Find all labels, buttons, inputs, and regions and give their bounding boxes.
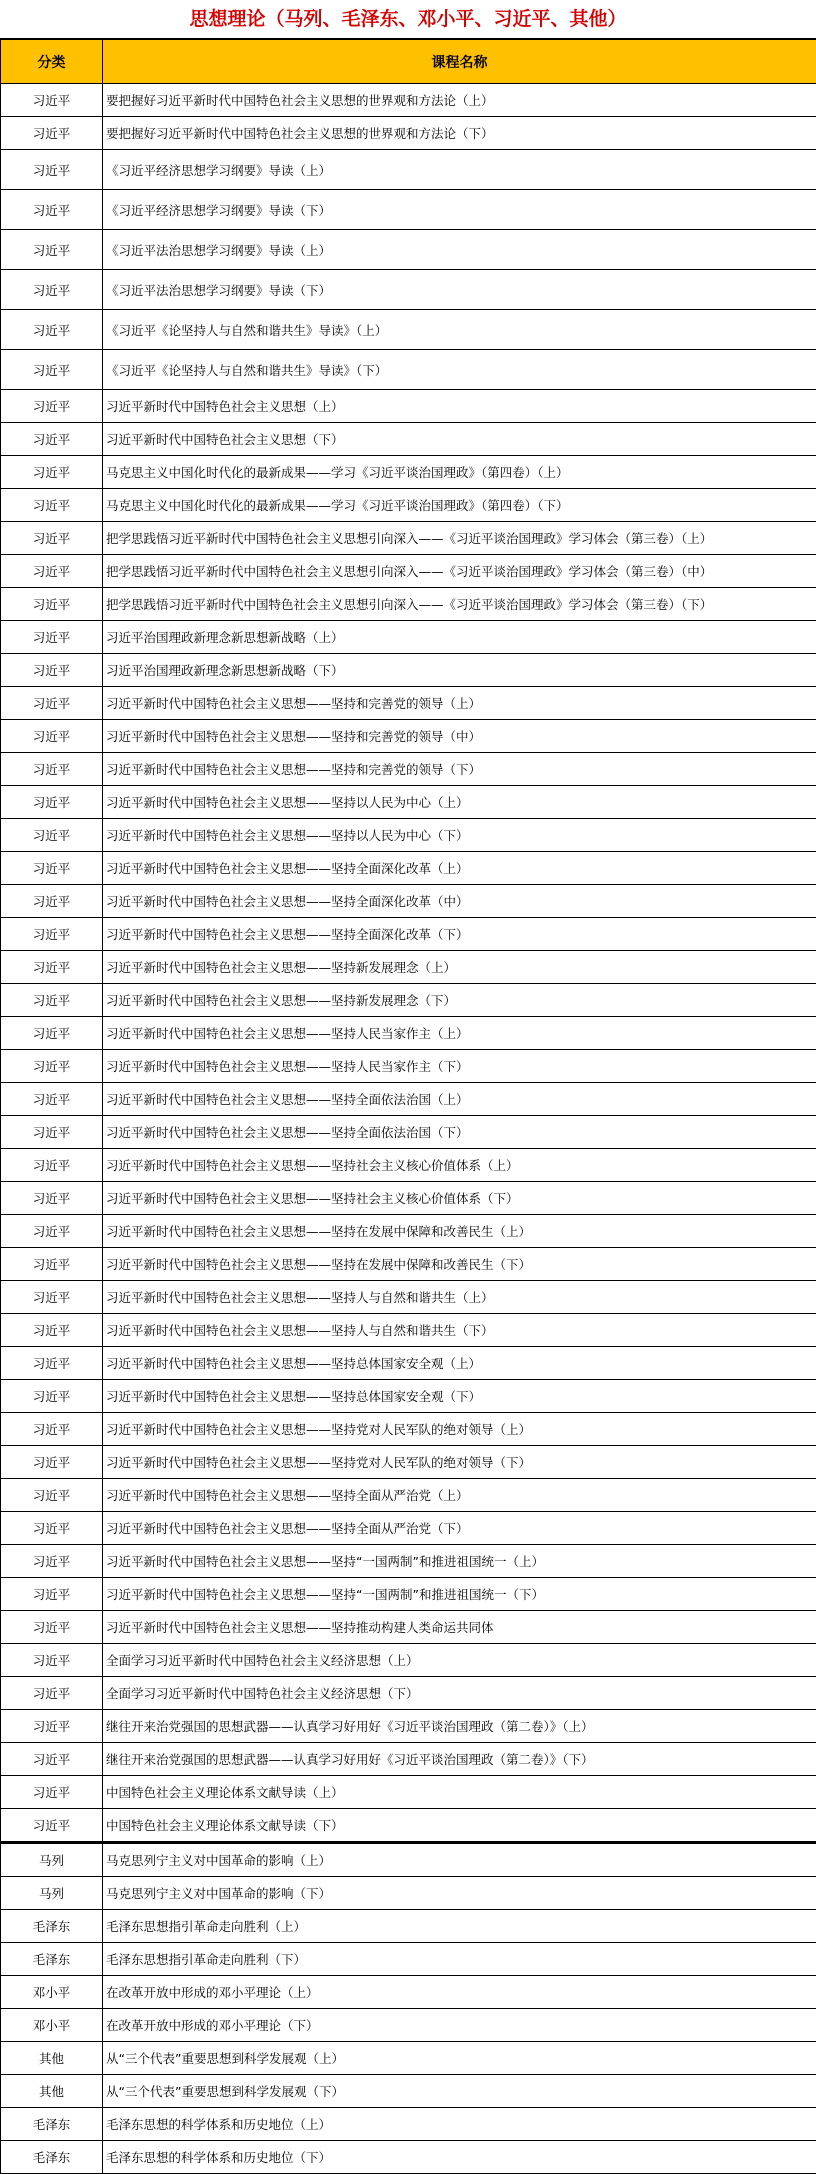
table-row xyxy=(1,918,816,951)
course-name-cell: 继往开来治党强国的思想武器——认真学习好用好《习近平谈治国理政（第二卷）》（下） xyxy=(103,1743,816,1776)
course-name-cell: 习近平新时代中国特色社会主义思想——坚持全面深化改革（下） xyxy=(103,918,816,951)
table-row xyxy=(1,1248,816,1281)
category-cell: 马列 xyxy=(1,1843,103,1877)
course-name-cell: 习近平治国理政新理念新思想新战略（上） xyxy=(103,621,816,654)
course-name-cell: 要把握好习近平新时代中国特色社会主义思想的世界观和方法论（上） xyxy=(103,84,816,117)
course-name-cell: 把学思践悟习近平新时代中国特色社会主义思想引向深入——《习近平谈治国理政》学习体会（第三卷）（上） xyxy=(103,522,816,555)
course-name-cell: 马克思主义中国化时代化的最新成果——学习《习近平谈治国理政》（第四卷）（下） xyxy=(103,489,816,522)
category-cell: 习近平 xyxy=(1,1215,103,1248)
table-row xyxy=(1,1512,816,1545)
category-cell: 习近平 xyxy=(1,1677,103,1710)
course-name-cell: 习近平新时代中国特色社会主义思想——坚持全面从严治党（下） xyxy=(103,1512,816,1545)
category-cell: 马列 xyxy=(1,1877,103,1910)
category-cell: 习近平 xyxy=(1,150,103,190)
course-name-cell: 马克思列宁主义对中国革命的影响（上） xyxy=(103,1843,816,1877)
category-cell: 习近平 xyxy=(1,1149,103,1182)
category-cell: 习近平 xyxy=(1,1347,103,1380)
category-cell: 习近平 xyxy=(1,918,103,951)
category-cell: 习近平 xyxy=(1,753,103,786)
table-row xyxy=(1,654,816,687)
course-name-cell: 全面学习习近平新时代中国特色社会主义经济思想（上） xyxy=(103,1644,816,1677)
category-cell: 习近平 xyxy=(1,1413,103,1446)
table-row xyxy=(1,1877,816,1910)
course-name-cell: 在改革开放中形成的邓小平理论（下） xyxy=(103,2009,816,2042)
course-name-cell: 习近平新时代中国特色社会主义思想——坚持总体国家安全观（上） xyxy=(103,1347,816,1380)
table-row xyxy=(1,1116,816,1149)
category-cell: 习近平 xyxy=(1,310,103,350)
category-cell: 习近平 xyxy=(1,951,103,984)
category-cell: 习近平 xyxy=(1,1710,103,1743)
table-row xyxy=(1,588,816,621)
table-body xyxy=(1,84,816,2174)
course-name-cell: 《习近平法治思想学习纲要》导读（上） xyxy=(103,230,816,270)
table-row xyxy=(1,1281,816,1314)
table-row xyxy=(1,1149,816,1182)
category-cell: 毛泽东 xyxy=(1,2141,103,2174)
table-row xyxy=(1,1017,816,1050)
table-row xyxy=(1,2108,816,2141)
course-name-cell: 习近平新时代中国特色社会主义思想——坚持以人民为中心（上） xyxy=(103,786,816,819)
course-name-cell: 习近平新时代中国特色社会主义思想——坚持人民当家作主（上） xyxy=(103,1017,816,1050)
course-name-cell: 习近平新时代中国特色社会主义思想——坚持新发展理念（上） xyxy=(103,951,816,984)
category-cell: 其他 xyxy=(1,2075,103,2108)
course-name-cell: 马克思列宁主义对中国革命的影响（下） xyxy=(103,1877,816,1910)
category-cell: 邓小平 xyxy=(1,1976,103,2009)
category-cell: 毛泽东 xyxy=(1,1910,103,1943)
course-name-cell: 全面学习习近平新时代中国特色社会主义经济思想（下） xyxy=(103,1677,816,1710)
course-name-cell: 习近平新时代中国特色社会主义思想——坚持全面深化改革（中） xyxy=(103,885,816,918)
table-row xyxy=(1,1910,816,1943)
course-name-cell: 马克思主义中国化时代化的最新成果——学习《习近平谈治国理政》（第四卷）（上） xyxy=(103,456,816,489)
category-cell: 习近平 xyxy=(1,1380,103,1413)
course-name-cell: 习近平新时代中国特色社会主义思想（上） xyxy=(103,390,816,423)
table-row xyxy=(1,687,816,720)
table-row xyxy=(1,230,816,270)
course-name-cell: 要把握好习近平新时代中国特色社会主义思想的世界观和方法论（下） xyxy=(103,117,816,150)
table-row xyxy=(1,951,816,984)
category-cell: 习近平 xyxy=(1,1281,103,1314)
course-name-cell: 《习近平《论坚持人与自然和谐共生》导读》（下） xyxy=(103,350,816,390)
table-row xyxy=(1,1083,816,1116)
category-cell: 习近平 xyxy=(1,390,103,423)
table-row xyxy=(1,1843,816,1877)
course-name-cell: 习近平新时代中国特色社会主义思想——坚持“一国两制”和推进祖国统一（下） xyxy=(103,1578,816,1611)
course-name-cell: 习近平新时代中国特色社会主义思想——坚持推动构建人类命运共同体 xyxy=(103,1611,816,1644)
table-row xyxy=(1,1710,816,1743)
course-name-cell: 《习近平经济思想学习纲要》导读（下） xyxy=(103,190,816,230)
course-name-cell: 习近平治国理政新理念新思想新战略（下） xyxy=(103,654,816,687)
table-row xyxy=(1,1050,816,1083)
course-name-cell: 继往开来治党强国的思想武器——认真学习好用好《习近平谈治国理政（第二卷）》（上） xyxy=(103,1710,816,1743)
category-cell: 邓小平 xyxy=(1,2009,103,2042)
course-name-cell: 《习近平经济思想学习纲要》导读（上） xyxy=(103,150,816,190)
category-cell: 习近平 xyxy=(1,1644,103,1677)
category-cell: 习近平 xyxy=(1,270,103,310)
category-cell: 习近平 xyxy=(1,190,103,230)
category-cell: 习近平 xyxy=(1,230,103,270)
table-row xyxy=(1,1215,816,1248)
table-row xyxy=(1,786,816,819)
table-row xyxy=(1,1743,816,1776)
category-cell: 习近平 xyxy=(1,1314,103,1347)
category-cell: 习近平 xyxy=(1,852,103,885)
table-row xyxy=(1,753,816,786)
category-cell: 习近平 xyxy=(1,1182,103,1215)
table-row xyxy=(1,1380,816,1413)
category-cell: 习近平 xyxy=(1,1512,103,1545)
course-name-cell: 习近平新时代中国特色社会主义思想——坚持社会主义核心价值体系（下） xyxy=(103,1182,816,1215)
table-row xyxy=(1,1809,816,1843)
course-name-cell: 习近平新时代中国特色社会主义思想——坚持和完善党的领导（上） xyxy=(103,687,816,720)
category-cell: 习近平 xyxy=(1,1545,103,1578)
course-name-cell: 习近平新时代中国特色社会主义思想——坚持人与自然和谐共生（下） xyxy=(103,1314,816,1347)
course-name-cell: 习近平新时代中国特色社会主义思想——坚持和完善党的领导（下） xyxy=(103,753,816,786)
course-name-cell: 习近平新时代中国特色社会主义思想——坚持全面依法治国（上） xyxy=(103,1083,816,1116)
table-row xyxy=(1,621,816,654)
table-row xyxy=(1,1446,816,1479)
course-name-cell: 毛泽东思想的科学体系和历史地位（上） xyxy=(103,2108,816,2141)
category-cell: 习近平 xyxy=(1,687,103,720)
category-cell: 习近平 xyxy=(1,621,103,654)
category-cell: 习近平 xyxy=(1,350,103,390)
category-cell: 习近平 xyxy=(1,117,103,150)
table-row xyxy=(1,2075,816,2108)
table-row xyxy=(1,1314,816,1347)
table-row xyxy=(1,423,816,456)
category-cell: 毛泽东 xyxy=(1,2108,103,2141)
course-name-cell: 习近平新时代中国特色社会主义思想——坚持新发展理念（下） xyxy=(103,984,816,1017)
course-name-cell: 习近平新时代中国特色社会主义思想——坚持党对人民军队的绝对领导（下） xyxy=(103,1446,816,1479)
category-cell: 习近平 xyxy=(1,1578,103,1611)
category-cell: 习近平 xyxy=(1,84,103,117)
table-row xyxy=(1,1644,816,1677)
category-cell: 习近平 xyxy=(1,1116,103,1149)
course-name-cell: 习近平新时代中国特色社会主义思想——坚持人与自然和谐共生（上） xyxy=(103,1281,816,1314)
course-name-cell: 在改革开放中形成的邓小平理论（上） xyxy=(103,1976,816,2009)
table-row xyxy=(1,489,816,522)
category-cell: 习近平 xyxy=(1,720,103,753)
course-name-cell: 《习近平《论坚持人与自然和谐共生》导读》（上） xyxy=(103,310,816,350)
category-cell: 习近平 xyxy=(1,555,103,588)
category-cell: 习近平 xyxy=(1,819,103,852)
course-name-cell: 从“三个代表”重要思想到科学发展观（上） xyxy=(103,2042,816,2075)
category-cell: 习近平 xyxy=(1,423,103,456)
category-cell: 习近平 xyxy=(1,1611,103,1644)
course-name-cell: 习近平新时代中国特色社会主义思想——坚持在发展中保障和改善民生（下） xyxy=(103,1248,816,1281)
category-cell: 习近平 xyxy=(1,654,103,687)
table-row xyxy=(1,1182,816,1215)
category-cell: 习近平 xyxy=(1,1083,103,1116)
category-cell: 习近平 xyxy=(1,786,103,819)
category-cell: 毛泽东 xyxy=(1,1943,103,1976)
category-cell: 习近平 xyxy=(1,588,103,621)
category-cell: 习近平 xyxy=(1,885,103,918)
course-name-cell: 习近平新时代中国特色社会主义思想——坚持全面从严治党（上） xyxy=(103,1479,816,1512)
header-row xyxy=(1,40,816,84)
page-title: 思想理论（马列、毛泽东、邓小平、习近平、其他） xyxy=(0,0,816,39)
table-row xyxy=(1,984,816,1017)
course-name-cell: 习近平新时代中国特色社会主义思想——坚持全面依法治国（下） xyxy=(103,1116,816,1149)
table-row xyxy=(1,150,816,190)
course-name-cell: 习近平新时代中国特色社会主义思想——坚持总体国家安全观（下） xyxy=(103,1380,816,1413)
table-row xyxy=(1,720,816,753)
course-name-cell: 习近平新时代中国特色社会主义思想——坚持和完善党的领导（中） xyxy=(103,720,816,753)
table-row xyxy=(1,310,816,350)
table-row xyxy=(1,1413,816,1446)
table-row xyxy=(1,1976,816,2009)
table-row xyxy=(1,1347,816,1380)
course-name-cell: 习近平新时代中国特色社会主义思想——坚持以人民为中心（下） xyxy=(103,819,816,852)
category-cell: 习近平 xyxy=(1,489,103,522)
category-cell: 习近平 xyxy=(1,1446,103,1479)
table-row xyxy=(1,819,816,852)
table-row xyxy=(1,456,816,489)
table-row xyxy=(1,1545,816,1578)
course-name-cell: 中国特色社会主义理论体系文献导读（下） xyxy=(103,1809,816,1843)
table-row xyxy=(1,2042,816,2075)
header-course: 课程名称 xyxy=(103,40,816,84)
table-row xyxy=(1,2009,816,2042)
table-row xyxy=(1,390,816,423)
category-cell: 习近平 xyxy=(1,1809,103,1843)
table-row xyxy=(1,1677,816,1710)
course-name-cell: 习近平新时代中国特色社会主义思想——坚持“一国两制”和推进祖国统一（上） xyxy=(103,1545,816,1578)
table-row xyxy=(1,1479,816,1512)
course-table xyxy=(0,39,816,2174)
table-row xyxy=(1,270,816,310)
category-cell: 习近平 xyxy=(1,1776,103,1809)
table-row xyxy=(1,84,816,117)
header-category: 分类 xyxy=(1,40,103,84)
category-cell: 其他 xyxy=(1,2042,103,2075)
category-cell: 习近平 xyxy=(1,1050,103,1083)
table-row xyxy=(1,1578,816,1611)
course-name-cell: 习近平新时代中国特色社会主义思想——坚持社会主义核心价值体系（上） xyxy=(103,1149,816,1182)
course-name-cell: 从“三个代表”重要思想到科学发展观（下） xyxy=(103,2075,816,2108)
course-name-cell: 把学思践悟习近平新时代中国特色社会主义思想引向深入——《习近平谈治国理政》学习体会（第三卷）（中） xyxy=(103,555,816,588)
table-row xyxy=(1,1943,816,1976)
table-row xyxy=(1,522,816,555)
category-cell: 习近平 xyxy=(1,1017,103,1050)
course-name-cell: 习近平新时代中国特色社会主义思想——坚持全面深化改革（上） xyxy=(103,852,816,885)
category-cell: 习近平 xyxy=(1,1248,103,1281)
course-name-cell: 习近平新时代中国特色社会主义思想——坚持在发展中保障和改善民生（上） xyxy=(103,1215,816,1248)
course-name-cell: 毛泽东思想指引革命走向胜利（下） xyxy=(103,1943,816,1976)
table-row xyxy=(1,885,816,918)
course-name-cell: 《习近平法治思想学习纲要》导读（下） xyxy=(103,270,816,310)
course-name-cell: 习近平新时代中国特色社会主义思想（下） xyxy=(103,423,816,456)
table-row xyxy=(1,350,816,390)
category-cell: 习近平 xyxy=(1,456,103,489)
category-cell: 习近平 xyxy=(1,1743,103,1776)
table-row xyxy=(1,1776,816,1809)
course-name-cell: 毛泽东思想的科学体系和历史地位（下） xyxy=(103,2141,816,2174)
table-row xyxy=(1,852,816,885)
course-name-cell: 毛泽东思想指引革命走向胜利（上） xyxy=(103,1910,816,1943)
table-row xyxy=(1,1611,816,1644)
category-cell: 习近平 xyxy=(1,522,103,555)
category-cell: 习近平 xyxy=(1,1479,103,1512)
course-name-cell: 习近平新时代中国特色社会主义思想——坚持人民当家作主（下） xyxy=(103,1050,816,1083)
table-row xyxy=(1,555,816,588)
course-name-cell: 把学思践悟习近平新时代中国特色社会主义思想引向深入——《习近平谈治国理政》学习体会（第三卷）（下） xyxy=(103,588,816,621)
table-row xyxy=(1,190,816,230)
course-name-cell: 中国特色社会主义理论体系文献导读（上） xyxy=(103,1776,816,1809)
category-cell: 习近平 xyxy=(1,984,103,1017)
course-name-cell: 习近平新时代中国特色社会主义思想——坚持党对人民军队的绝对领导（上） xyxy=(103,1413,816,1446)
table-row xyxy=(1,117,816,150)
